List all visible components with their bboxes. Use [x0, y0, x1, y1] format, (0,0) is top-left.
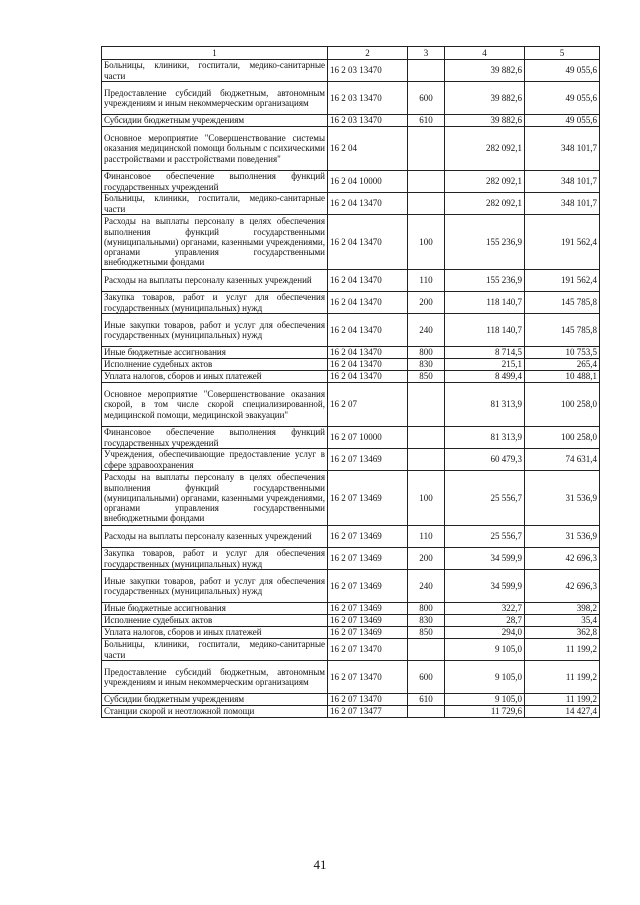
row-vr-cell: 100 [408, 471, 445, 526]
row-vr-cell: 610 [408, 694, 445, 706]
row-amount-1-cell: 39 882,6 [445, 115, 525, 127]
row-name-cell: Иные бюджетные ассигнования [102, 603, 328, 615]
row-vr-cell: 600 [408, 82, 445, 115]
row-name-cell: Больницы, клиники, госпитали, медико-санитарные части [102, 60, 328, 82]
row-amount-1-cell: 25 556,7 [445, 526, 525, 548]
row-amount-2-cell: 14 427,4 [525, 706, 600, 718]
header-cell-amount-1: 4 [445, 47, 525, 60]
row-csr-cell: 16 2 07 10000 [328, 427, 408, 449]
row-amount-2-cell: 191 562,4 [525, 215, 600, 270]
row-name-cell: Субсидии бюджетным учреждениям [102, 694, 328, 706]
table-row [102, 627, 600, 639]
row-amount-2-cell: 31 536,9 [525, 471, 600, 526]
table-row [102, 661, 600, 694]
row-name-cell: Предоставление субсидий бюджетным, автономным учреждениям и иным некоммерческим организациям [102, 82, 328, 115]
table-row [102, 694, 600, 706]
row-name-cell: Основное мероприятие "Совершенствование оказания скорой, в том числе скорой специализированной, медицинской помощи, медицинской эвакуации" [102, 383, 328, 427]
row-amount-1-cell: 215,1 [445, 359, 525, 371]
row-csr-cell: 16 2 04 13470 [328, 270, 408, 292]
row-amount-2-cell: 265,4 [525, 359, 600, 371]
table-row [102, 193, 600, 215]
table-row [102, 82, 600, 115]
row-amount-1-cell: 81 313,9 [445, 427, 525, 449]
table-row [102, 471, 600, 526]
row-vr-cell: 850 [408, 371, 445, 383]
row-vr-cell: 110 [408, 526, 445, 548]
row-vr-cell: 200 [408, 292, 445, 314]
row-amount-2-cell: 100 258,0 [525, 427, 600, 449]
table-row [102, 171, 600, 193]
row-name-cell: Предоставление субсидий бюджетным, автономным учреждениям и иным некоммерческим организациям [102, 661, 328, 694]
table-row [102, 371, 600, 383]
row-vr-cell: 200 [408, 548, 445, 570]
row-name-cell: Больницы, клиники, госпитали, медико-санитарные части [102, 639, 328, 661]
row-amount-2-cell: 348 101,7 [525, 171, 600, 193]
row-vr-cell [408, 383, 445, 427]
row-amount-1-cell: 28,7 [445, 615, 525, 627]
row-csr-cell: 16 2 03 13470 [328, 82, 408, 115]
table-row [102, 60, 600, 82]
row-amount-2-cell: 10 753,5 [525, 347, 600, 359]
table-row [102, 548, 600, 570]
row-csr-cell: 16 2 04 13470 [328, 193, 408, 215]
row-csr-cell: 16 2 04 13470 [328, 314, 408, 347]
table-row [102, 347, 600, 359]
row-amount-1-cell: 155 236,9 [445, 215, 525, 270]
row-amount-2-cell: 35,4 [525, 615, 600, 627]
row-name-cell: Станции скорой и неотложной помощи [102, 706, 328, 718]
row-name-cell: Расходы на выплаты персоналу казенных учреждений [102, 270, 328, 292]
row-vr-cell: 610 [408, 115, 445, 127]
table-header-row [102, 47, 600, 60]
row-amount-1-cell: 118 140,7 [445, 314, 525, 347]
row-name-cell: Исполнение судебных актов [102, 615, 328, 627]
row-csr-cell: 16 2 04 13470 [328, 292, 408, 314]
row-amount-1-cell: 282 092,1 [445, 171, 525, 193]
row-amount-2-cell: 42 696,3 [525, 548, 600, 570]
row-amount-2-cell: 398,2 [525, 603, 600, 615]
row-amount-2-cell: 348 101,7 [525, 127, 600, 171]
row-vr-cell [408, 449, 445, 471]
row-amount-1-cell: 25 556,7 [445, 471, 525, 526]
row-vr-cell [408, 193, 445, 215]
row-vr-cell: 600 [408, 661, 445, 694]
row-amount-2-cell: 145 785,8 [525, 314, 600, 347]
row-amount-1-cell: 282 092,1 [445, 193, 525, 215]
row-amount-2-cell: 145 785,8 [525, 292, 600, 314]
row-amount-2-cell: 49 055,6 [525, 115, 600, 127]
row-amount-1-cell: 81 313,9 [445, 383, 525, 427]
page-number: 41 [313, 857, 327, 872]
row-name-cell: Субсидии бюджетным учреждениям [102, 115, 328, 127]
row-vr-cell: 110 [408, 270, 445, 292]
row-csr-cell: 16 2 04 13470 [328, 371, 408, 383]
header-cell-name: 1 [102, 47, 328, 60]
row-vr-cell [408, 60, 445, 82]
row-amount-1-cell: 9 105,0 [445, 661, 525, 694]
row-amount-1-cell: 11 729,6 [445, 706, 525, 718]
table-row [102, 639, 600, 661]
table-row [102, 127, 600, 171]
row-csr-cell: 16 2 07 13469 [328, 526, 408, 548]
row-amount-2-cell: 362,8 [525, 627, 600, 639]
row-vr-cell: 240 [408, 570, 445, 603]
row-amount-2-cell: 31 536,9 [525, 526, 600, 548]
row-vr-cell: 240 [408, 314, 445, 347]
row-vr-cell: 830 [408, 615, 445, 627]
row-vr-cell [408, 127, 445, 171]
row-amount-1-cell: 34 599,9 [445, 570, 525, 603]
row-csr-cell: 16 2 04 13470 [328, 215, 408, 270]
row-csr-cell: 16 2 07 13469 [328, 548, 408, 570]
header-cell-csr: 2 [328, 47, 408, 60]
row-amount-2-cell: 100 258,0 [525, 383, 600, 427]
row-amount-1-cell: 39 882,6 [445, 82, 525, 115]
row-amount-2-cell: 10 488,1 [525, 371, 600, 383]
row-csr-cell: 16 2 04 13470 [328, 347, 408, 359]
row-amount-2-cell: 191 562,4 [525, 270, 600, 292]
row-amount-1-cell: 282 092,1 [445, 127, 525, 171]
row-vr-cell [408, 706, 445, 718]
budget-table [101, 46, 600, 718]
row-amount-2-cell: 11 199,2 [525, 661, 600, 694]
table-row [102, 314, 600, 347]
row-vr-cell [408, 639, 445, 661]
row-csr-cell: 16 2 07 13469 [328, 471, 408, 526]
row-csr-cell: 16 2 04 [328, 127, 408, 171]
row-amount-1-cell: 60 479,3 [445, 449, 525, 471]
row-amount-1-cell: 9 105,0 [445, 694, 525, 706]
table-row [102, 427, 600, 449]
table-row [102, 449, 600, 471]
row-amount-1-cell: 155 236,9 [445, 270, 525, 292]
row-name-cell: Иные бюджетные ассигнования [102, 347, 328, 359]
row-csr-cell: 16 2 07 13469 [328, 570, 408, 603]
table-row [102, 603, 600, 615]
table-row [102, 570, 600, 603]
row-vr-cell: 830 [408, 359, 445, 371]
row-amount-2-cell: 49 055,6 [525, 82, 600, 115]
table-row [102, 215, 600, 270]
table-row [102, 706, 600, 718]
row-csr-cell: 16 2 07 13470 [328, 694, 408, 706]
row-amount-2-cell: 49 055,6 [525, 60, 600, 82]
row-csr-cell: 16 2 03 13470 [328, 115, 408, 127]
row-amount-2-cell: 74 631,4 [525, 449, 600, 471]
row-name-cell: Расходы на выплаты персоналу в целях обеспечения выполнения функций государственными (муниципальными) органами, казенными учреждениями, органами управления государственными внебюджетными фондами [102, 215, 328, 270]
row-amount-2-cell: 11 199,2 [525, 639, 600, 661]
row-amount-1-cell: 9 105,0 [445, 639, 525, 661]
row-csr-cell: 16 2 03 13470 [328, 60, 408, 82]
table-body [102, 60, 600, 718]
row-csr-cell: 16 2 07 13469 [328, 449, 408, 471]
row-amount-2-cell: 348 101,7 [525, 193, 600, 215]
row-csr-cell: 16 2 07 [328, 383, 408, 427]
row-name-cell: Расходы на выплаты персоналу в целях обеспечения выполнения функций государственными (муниципальными) органами, казенными учреждениями, органами управления государственными внебюджетными фондами [102, 471, 328, 526]
row-vr-cell: 800 [408, 347, 445, 359]
row-amount-1-cell: 322,7 [445, 603, 525, 615]
row-amount-2-cell: 42 696,3 [525, 570, 600, 603]
row-vr-cell: 100 [408, 215, 445, 270]
table-row [102, 115, 600, 127]
row-csr-cell: 16 2 07 13469 [328, 627, 408, 639]
row-csr-cell: 16 2 07 13477 [328, 706, 408, 718]
row-name-cell: Уплата налогов, сборов и иных платежей [102, 371, 328, 383]
row-amount-1-cell: 118 140,7 [445, 292, 525, 314]
table-row [102, 292, 600, 314]
table-row [102, 615, 600, 627]
row-csr-cell: 16 2 07 13470 [328, 661, 408, 694]
row-vr-cell [408, 427, 445, 449]
table-row [102, 359, 600, 371]
row-amount-1-cell: 8 499,4 [445, 371, 525, 383]
row-csr-cell: 16 2 07 13469 [328, 603, 408, 615]
row-amount-1-cell: 8 714,5 [445, 347, 525, 359]
row-name-cell: Больницы, клиники, госпитали, медико-санитарные части [102, 193, 328, 215]
row-amount-1-cell: 39 882,6 [445, 60, 525, 82]
row-name-cell: Исполнение судебных актов [102, 359, 328, 371]
header-cell-vr: 3 [408, 47, 445, 60]
table-row [102, 383, 600, 427]
row-name-cell: Закупка товаров, работ и услуг для обеспечения государственных (муниципальных) нужд [102, 292, 328, 314]
table-row [102, 526, 600, 548]
row-amount-1-cell: 34 599,9 [445, 548, 525, 570]
row-name-cell: Закупка товаров, работ и услуг для обеспечения государственных (муниципальных) нужд [102, 548, 328, 570]
row-vr-cell [408, 171, 445, 193]
row-vr-cell: 850 [408, 627, 445, 639]
row-name-cell: Уплата налогов, сборов и иных платежей [102, 627, 328, 639]
row-name-cell: Основное мероприятие "Совершенствование системы оказания медицинской помощи больным с психическими расстройствами и расстройствами поведения" [102, 127, 328, 171]
row-name-cell: Расходы на выплаты персоналу казенных учреждений [102, 526, 328, 548]
row-csr-cell: 16 2 07 13470 [328, 639, 408, 661]
row-name-cell: Иные закупки товаров, работ и услуг для обеспечения государственных (муниципальных) нужд [102, 314, 328, 347]
header-cell-amount-2: 5 [525, 47, 600, 60]
row-csr-cell: 16 2 04 13470 [328, 359, 408, 371]
row-amount-1-cell: 294,0 [445, 627, 525, 639]
row-csr-cell: 16 2 04 10000 [328, 171, 408, 193]
row-name-cell: Финансовое обеспечение выполнения функций государственных учреждений [102, 427, 328, 449]
row-name-cell: Учреждения, обеспечивающие предоставление услуг в сфере здравоохранения [102, 449, 328, 471]
row-vr-cell: 800 [408, 603, 445, 615]
row-csr-cell: 16 2 07 13469 [328, 615, 408, 627]
row-name-cell: Иные закупки товаров, работ и услуг для обеспечения государственных (муниципальных) нужд [102, 570, 328, 603]
row-amount-2-cell: 11 199,2 [525, 694, 600, 706]
row-name-cell: Финансовое обеспечение выполнения функций государственных учреждений [102, 171, 328, 193]
table-row [102, 270, 600, 292]
